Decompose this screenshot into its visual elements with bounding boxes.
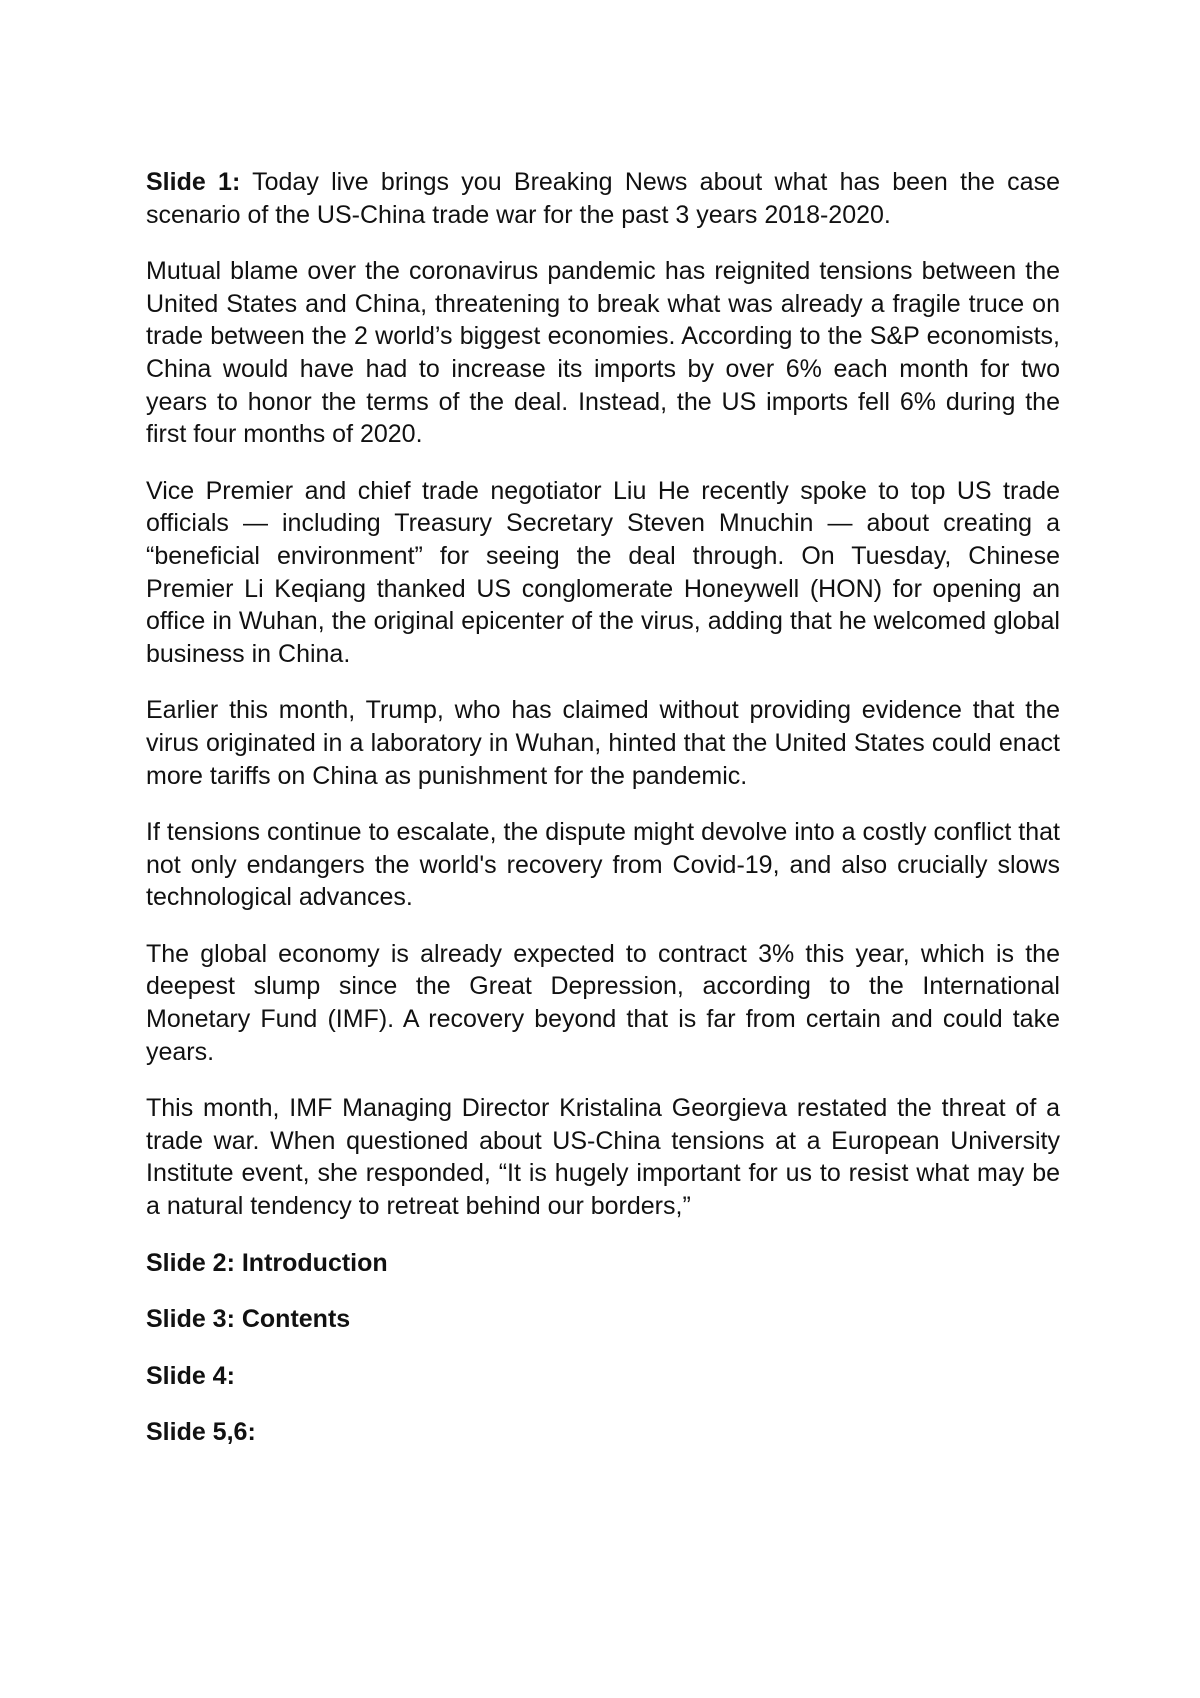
slide-3-heading: Slide 3: Contents [146, 1305, 351, 1334]
slide-1-paragraph [146, 166, 1060, 231]
paragraph-mutual-blame: Mutual blame over the coronavirus pandemic has reignited tensions between the United States and China, threatening to break what was already a fragile truce on trade between the 2 world’s biggest economies. According to the S&P economists, China would have had to increase its imports by over 6% each month for two years to honor the terms of the deal. Instead, the US imports fell 6% during the first four months of 2020. [146, 257, 1060, 449]
paragraph-vice-premier: Vice Premier and chief trade negotiator Liu He recently spoke to top US trade officials — including Treasury Secretary Steven Mnuchin — about creating a “beneficial environment” for seeing the deal through. On Tuesday, Chinese Premier Li Keqiang thanked US conglomerate Honeywell (HON) for opening an office in Wuhan, the original epicenter of the virus, adding that he welcomed global business in China. [146, 476, 1060, 668]
slide-5-6-heading: Slide 5,6: [146, 1418, 256, 1447]
slide-1-label: Slide 1: [146, 168, 241, 196]
paragraph-earlier-this-month: Earlier this month, Trump, who has claimed without providing evidence that the virus originated in a laboratory in Wuhan, hinted that the United States could enact more tariffs on China as punishment for the pandemic. [146, 696, 1060, 790]
paragraph-global-economy: The global economy is already expected to contract 3% this year, which is the deepest slump since the Great Depression, according to the International Monetary Fund (IMF). A recovery beyond that is far from certain and could take years. [146, 939, 1060, 1066]
paragraph-imf-director: This month, IMF Managing Director Kristalina Georgieva restated the threat of a trade war. When questioned about US-China tensions at a European University Institute event, she responded, “It is hugely important for us to resist what may be a natural tendency to retreat behind our borders,” [146, 1094, 1060, 1221]
document-page [146, 166, 1060, 1473]
slide-1-text: Today live brings you Breaking News about what has been the case scenario of the US-China trade war for the past 3 years 2018-2020. [146, 168, 1060, 229]
slide-2-heading: Slide 2: Introduction [146, 1248, 388, 1277]
paragraph-tensions-escalate: If tensions continue to escalate, the dispute might devolve into a costly conflict that not only endangers the world's recovery from Covid-19, and also crucially slows technological advances. [146, 818, 1060, 912]
slide-4-heading: Slide 4: [146, 1361, 235, 1390]
